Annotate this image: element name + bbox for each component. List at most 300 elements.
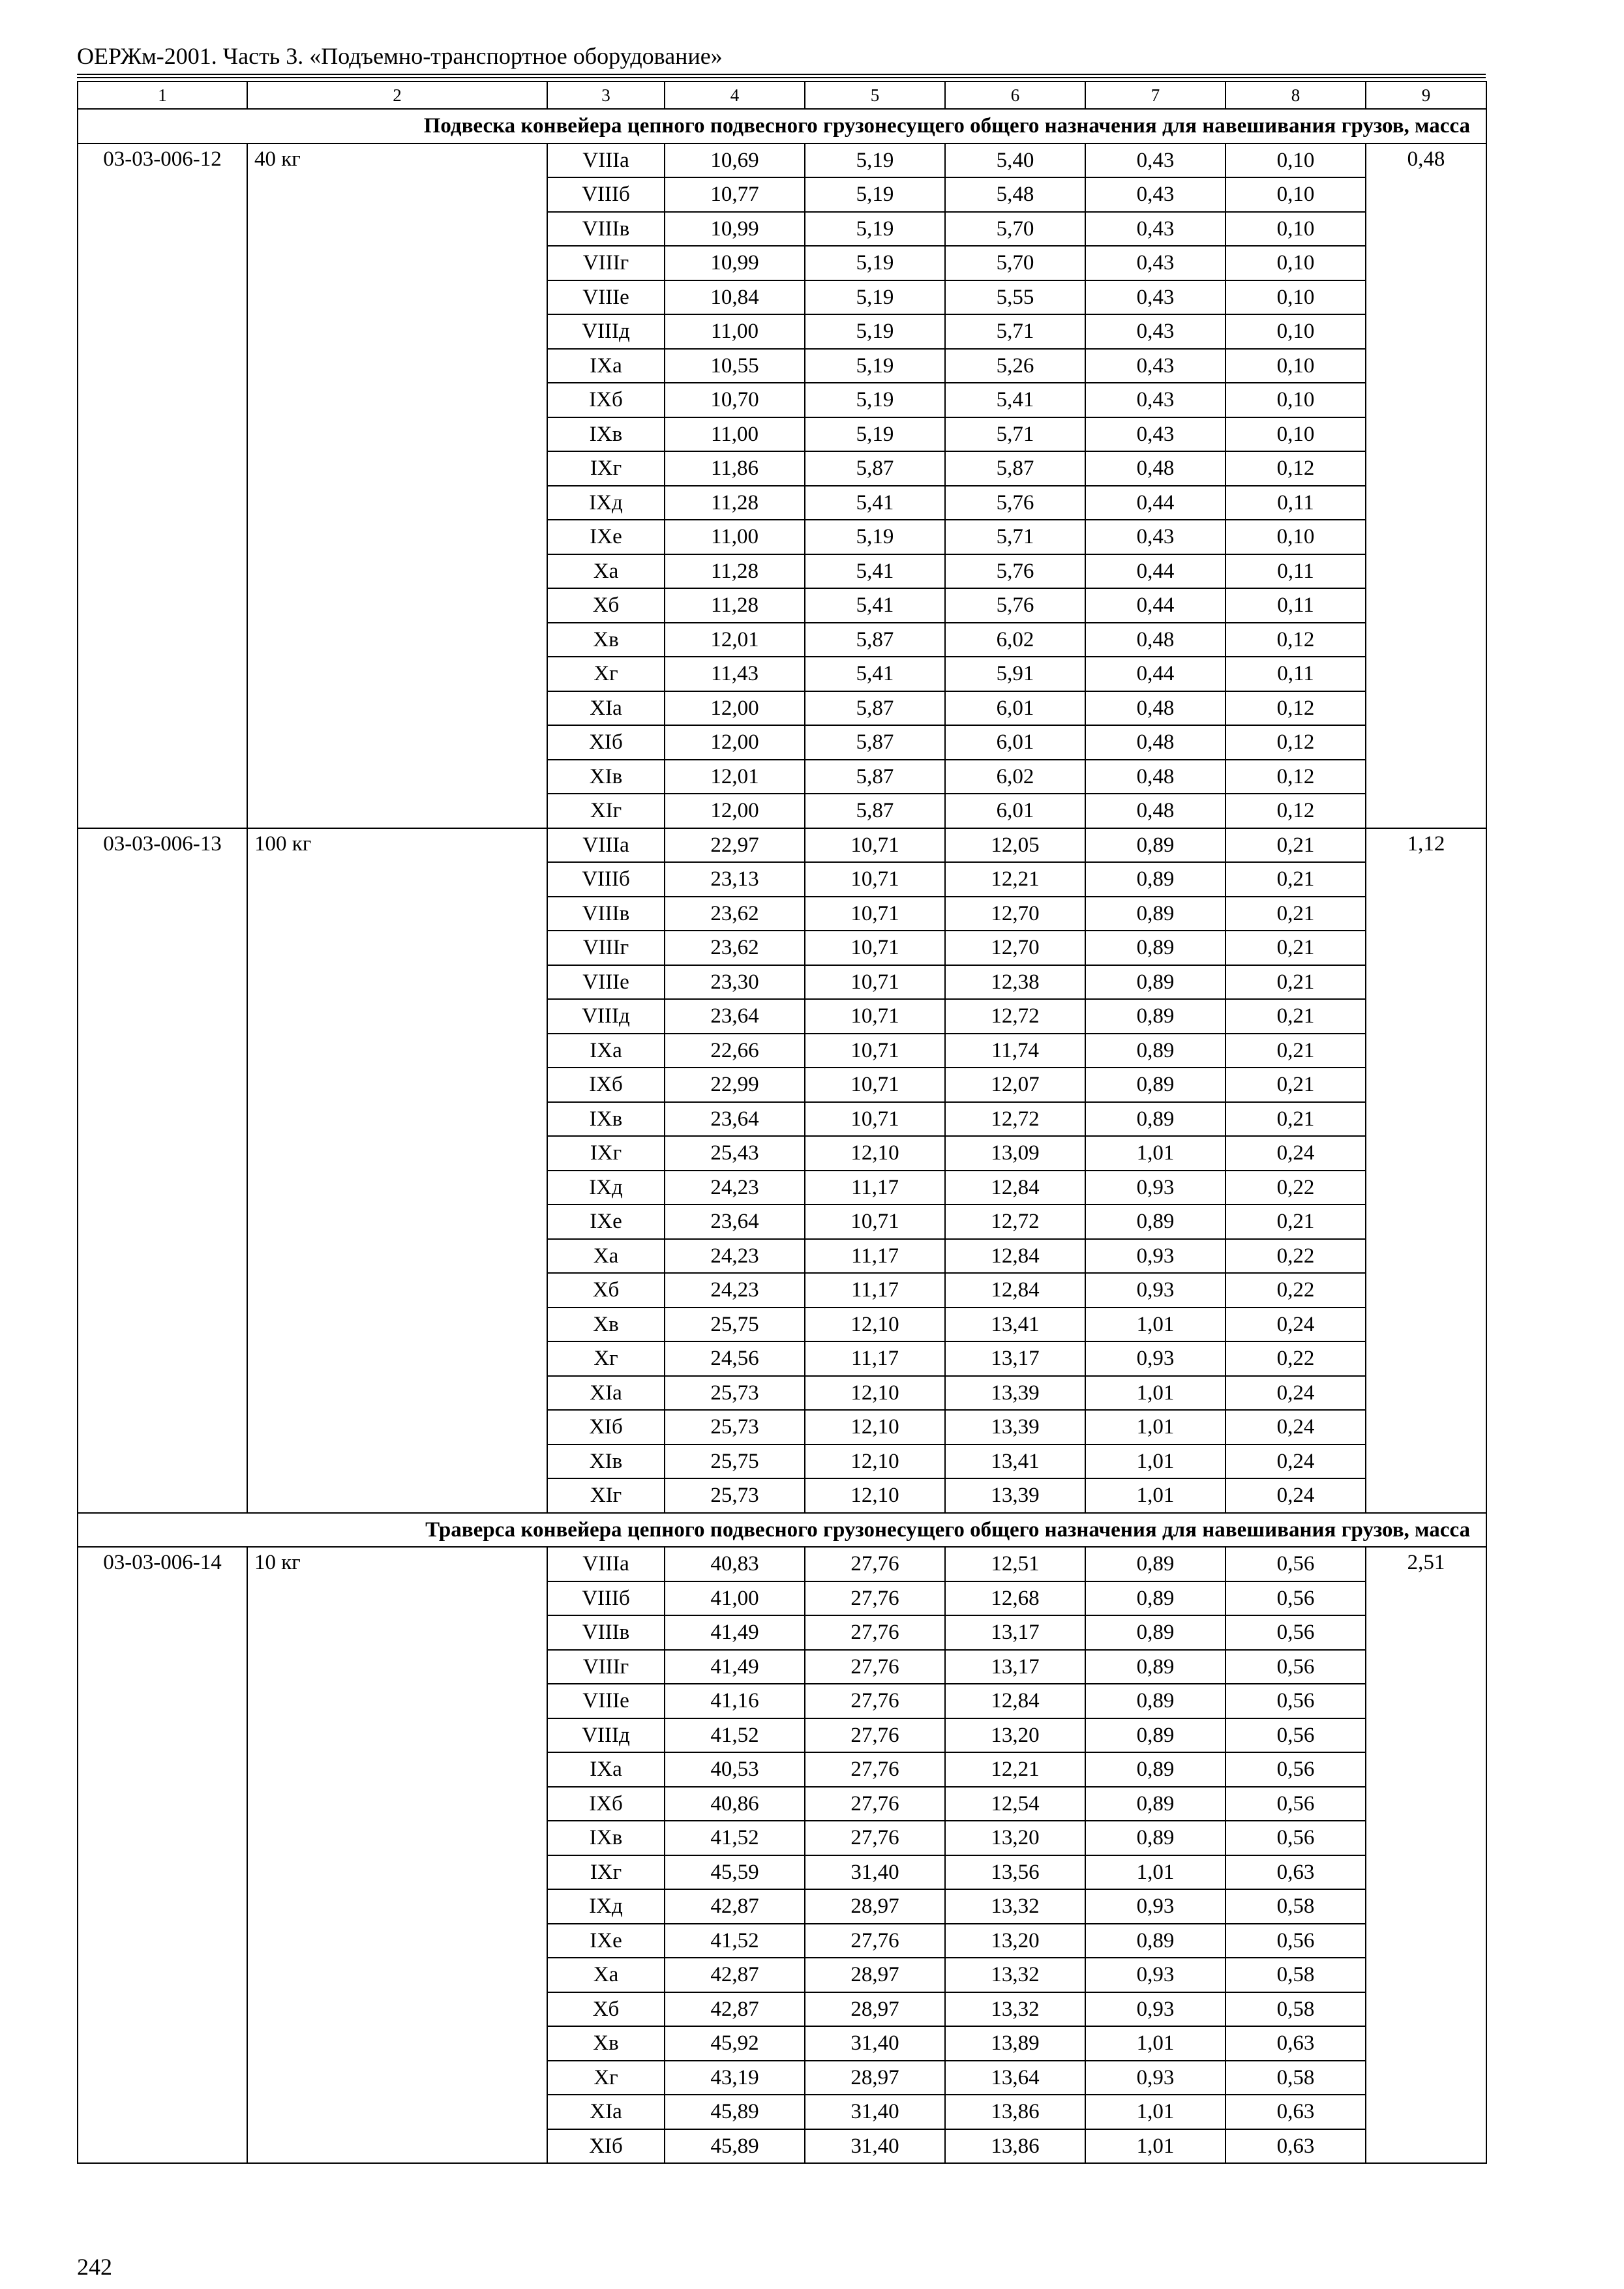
- machinist-wages-cell: 0,48: [1085, 794, 1226, 828]
- category-cell: IXа: [547, 1034, 665, 1068]
- wages-cell: 12,10: [805, 1410, 945, 1444]
- machines-cell: 12,84: [945, 1684, 1085, 1718]
- wages-cell: 31,40: [805, 2095, 945, 2129]
- cost-total-cell: 10,77: [665, 177, 805, 212]
- machinist-wages-cell: 0,93: [1085, 1341, 1226, 1376]
- cost-total-cell: 25,73: [665, 1410, 805, 1444]
- category-cell: VIIIа: [547, 1547, 665, 1581]
- machinist-wages-cell: 0,89: [1085, 1718, 1226, 1753]
- cost-total-cell: 11,00: [665, 417, 805, 452]
- materials-cell: 0,24: [1226, 1136, 1366, 1171]
- wages-cell: 12,10: [805, 1444, 945, 1479]
- machinist-wages-cell: 0,89: [1085, 1615, 1226, 1650]
- wages-cell: 5,41: [805, 588, 945, 623]
- section-header-row: [78, 1513, 1486, 1548]
- wages-cell: 27,76: [805, 1718, 945, 1753]
- wages-cell: 28,97: [805, 1958, 945, 1992]
- materials-cell: 0,21: [1226, 999, 1366, 1034]
- machines-cell: 12,38: [945, 965, 1085, 1000]
- cost-total-cell: 12,00: [665, 794, 805, 828]
- machinist-wages-cell: 0,44: [1085, 554, 1226, 589]
- equipment-mass-cell: 1,12: [1366, 828, 1486, 1513]
- category-cell: Xб: [547, 1273, 665, 1308]
- materials-cell: 0,56: [1226, 1615, 1366, 1650]
- materials-cell: 0,11: [1226, 554, 1366, 589]
- cost-total-cell: 25,73: [665, 1478, 805, 1513]
- category-cell: VIIIа: [547, 143, 665, 178]
- materials-cell: 0,58: [1226, 1889, 1366, 1924]
- category-cell: VIIIд: [547, 999, 665, 1034]
- category-cell: XIг: [547, 794, 665, 828]
- category-cell: Xг: [547, 657, 665, 691]
- column-number: 7: [1085, 82, 1226, 109]
- wages-cell: 12,10: [805, 1136, 945, 1171]
- wages-cell: 12,10: [805, 1376, 945, 1411]
- cost-total-cell: 41,52: [665, 1924, 805, 1958]
- machinist-wages-cell: 1,01: [1085, 2129, 1226, 2164]
- cost-total-cell: 10,99: [665, 212, 805, 247]
- machinist-wages-cell: 0,93: [1085, 1171, 1226, 1205]
- wages-cell: 5,41: [805, 486, 945, 520]
- machinist-wages-cell: 0,43: [1085, 520, 1226, 554]
- machinist-wages-cell: 1,01: [1085, 2095, 1226, 2129]
- machinist-wages-cell: 1,01: [1085, 1444, 1226, 1479]
- machines-cell: 13,39: [945, 1478, 1085, 1513]
- wages-cell: 5,19: [805, 349, 945, 383]
- materials-cell: 0,21: [1226, 862, 1366, 897]
- wages-cell: 31,40: [805, 1855, 945, 1890]
- machinist-wages-cell: 0,48: [1085, 725, 1226, 760]
- wages-cell: 11,17: [805, 1273, 945, 1308]
- wages-cell: 12,10: [805, 1308, 945, 1342]
- wages-cell: 27,76: [805, 1684, 945, 1718]
- wages-cell: 27,76: [805, 1615, 945, 1650]
- machines-cell: 5,70: [945, 212, 1085, 247]
- column-number: 2: [247, 82, 547, 109]
- column-number: 5: [805, 82, 945, 109]
- machinist-wages-cell: 0,89: [1085, 1752, 1226, 1787]
- wages-cell: 28,97: [805, 2061, 945, 2095]
- cost-total-cell: 11,00: [665, 520, 805, 554]
- materials-cell: 0,12: [1226, 451, 1366, 486]
- machines-cell: 13,86: [945, 2095, 1085, 2129]
- category-cell: XIб: [547, 1410, 665, 1444]
- category-cell: Xв: [547, 623, 665, 657]
- materials-cell: 0,56: [1226, 1718, 1366, 1753]
- category-cell: VIIIг: [547, 246, 665, 280]
- machinist-wages-cell: 0,93: [1085, 1958, 1226, 1992]
- materials-cell: 0,24: [1226, 1410, 1366, 1444]
- cost-total-cell: 40,83: [665, 1547, 805, 1581]
- category-cell: IXв: [547, 417, 665, 452]
- wages-cell: 11,17: [805, 1171, 945, 1205]
- machines-cell: 13,86: [945, 2129, 1085, 2164]
- machines-cell: 12,72: [945, 1102, 1085, 1137]
- machinist-wages-cell: 0,43: [1085, 246, 1226, 280]
- cost-total-cell: 45,89: [665, 2129, 805, 2164]
- category-cell: IXв: [547, 1821, 665, 1855]
- cost-total-cell: 24,23: [665, 1239, 805, 1274]
- category-cell: Xв: [547, 1308, 665, 1342]
- machines-cell: 12,84: [945, 1273, 1085, 1308]
- machinist-wages-cell: 0,43: [1085, 314, 1226, 349]
- materials-cell: 0,56: [1226, 1924, 1366, 1958]
- machines-cell: 13,41: [945, 1308, 1085, 1342]
- category-cell: IXб: [547, 1787, 665, 1821]
- wages-cell: 5,87: [805, 725, 945, 760]
- machinist-wages-cell: 0,43: [1085, 177, 1226, 212]
- wages-cell: 5,19: [805, 246, 945, 280]
- category-cell: XIг: [547, 1478, 665, 1513]
- wages-cell: 5,19: [805, 383, 945, 417]
- wages-cell: 11,17: [805, 1239, 945, 1274]
- wages-cell: 10,71: [805, 999, 945, 1034]
- category-cell: IXе: [547, 1204, 665, 1239]
- wages-cell: 5,87: [805, 794, 945, 828]
- machinist-wages-cell: 0,89: [1085, 1924, 1226, 1958]
- machinist-wages-cell: 0,89: [1085, 931, 1226, 965]
- materials-cell: 0,21: [1226, 828, 1366, 863]
- machines-cell: 13,32: [945, 1992, 1085, 2027]
- machinist-wages-cell: 1,01: [1085, 1136, 1226, 1171]
- wages-cell: 27,76: [805, 1547, 945, 1581]
- header-rule: [77, 77, 1486, 78]
- materials-cell: 0,10: [1226, 383, 1366, 417]
- wages-cell: 5,19: [805, 212, 945, 247]
- category-cell: IXв: [547, 1102, 665, 1137]
- cost-total-cell: 22,66: [665, 1034, 805, 1068]
- category-cell: VIIIд: [547, 1718, 665, 1753]
- wages-cell: 10,71: [805, 1068, 945, 1102]
- item-code: 03-03-006-13: [78, 828, 247, 1513]
- wages-cell: 5,19: [805, 143, 945, 178]
- machines-cell: 13,39: [945, 1376, 1085, 1411]
- machinist-wages-cell: 0,93: [1085, 1239, 1226, 1274]
- materials-cell: 0,21: [1226, 931, 1366, 965]
- section-title: Траверса конвейера цепного подвесного грузонесущего общего назначения для навешивания грузов, масса: [78, 1513, 1486, 1548]
- machines-cell: 12,54: [945, 1787, 1085, 1821]
- cost-total-cell: 23,62: [665, 897, 805, 931]
- cost-total-cell: 11,86: [665, 451, 805, 486]
- machines-cell: 12,70: [945, 931, 1085, 965]
- machines-cell: 13,64: [945, 2061, 1085, 2095]
- materials-cell: 0,56: [1226, 1821, 1366, 1855]
- materials-cell: 0,22: [1226, 1341, 1366, 1376]
- wages-cell: 31,40: [805, 2026, 945, 2061]
- cost-total-cell: 10,99: [665, 246, 805, 280]
- machinist-wages-cell: 0,89: [1085, 897, 1226, 931]
- category-cell: Xа: [547, 554, 665, 589]
- materials-cell: 0,22: [1226, 1239, 1366, 1274]
- cost-total-cell: 10,55: [665, 349, 805, 383]
- materials-cell: 0,10: [1226, 177, 1366, 212]
- cost-total-cell: 12,01: [665, 760, 805, 794]
- machines-cell: 5,76: [945, 486, 1085, 520]
- materials-cell: 0,58: [1226, 1958, 1366, 1992]
- materials-cell: 0,10: [1226, 246, 1366, 280]
- machines-cell: 5,71: [945, 417, 1085, 452]
- category-cell: IXб: [547, 1068, 665, 1102]
- machines-cell: 5,91: [945, 657, 1085, 691]
- cost-total-cell: 23,64: [665, 1204, 805, 1239]
- cost-total-cell: 45,89: [665, 2095, 805, 2129]
- item-code: 03-03-006-14: [78, 1547, 247, 2163]
- category-cell: Xг: [547, 2061, 665, 2095]
- machines-cell: 13,89: [945, 2026, 1085, 2061]
- column-number: 9: [1366, 82, 1486, 109]
- machines-cell: 13,56: [945, 1855, 1085, 1890]
- machines-cell: 5,26: [945, 349, 1085, 383]
- machines-cell: 5,40: [945, 143, 1085, 178]
- materials-cell: 0,11: [1226, 486, 1366, 520]
- wages-cell: 28,97: [805, 1889, 945, 1924]
- machinist-wages-cell: 0,89: [1085, 965, 1226, 1000]
- column-number: 6: [945, 82, 1085, 109]
- page-number: 242: [77, 2254, 112, 2280]
- item-code: 03-03-006-12: [78, 143, 247, 828]
- cost-total-cell: 11,28: [665, 554, 805, 589]
- machines-cell: 12,72: [945, 1204, 1085, 1239]
- cost-total-cell: 41,16: [665, 1684, 805, 1718]
- materials-cell: 0,10: [1226, 314, 1366, 349]
- wages-cell: 10,71: [805, 965, 945, 1000]
- materials-cell: 0,21: [1226, 965, 1366, 1000]
- category-cell: IXд: [547, 1889, 665, 1924]
- wages-cell: 10,71: [805, 931, 945, 965]
- machines-cell: 12,84: [945, 1171, 1085, 1205]
- cost-total-cell: 42,87: [665, 1889, 805, 1924]
- materials-cell: 0,21: [1226, 1102, 1366, 1137]
- cost-total-cell: 11,00: [665, 314, 805, 349]
- section-title: Подвеска конвейера цепного подвесного грузонесущего общего назначения для навешивания грузов, масса: [78, 109, 1486, 143]
- cost-total-cell: 10,69: [665, 143, 805, 178]
- machinist-wages-cell: 0,43: [1085, 349, 1226, 383]
- category-cell: IXа: [547, 1752, 665, 1787]
- machinist-wages-cell: 0,43: [1085, 143, 1226, 178]
- machinist-wages-cell: 0,89: [1085, 1821, 1226, 1855]
- category-cell: Xг: [547, 1341, 665, 1376]
- machines-cell: 12,05: [945, 828, 1085, 863]
- materials-cell: 0,56: [1226, 1581, 1366, 1616]
- category-cell: Xа: [547, 1239, 665, 1274]
- machines-cell: 5,76: [945, 554, 1085, 589]
- category-cell: IXг: [547, 1855, 665, 1890]
- machinist-wages-cell: 0,89: [1085, 862, 1226, 897]
- cost-total-cell: 25,75: [665, 1308, 805, 1342]
- machines-cell: 5,71: [945, 314, 1085, 349]
- materials-cell: 0,10: [1226, 520, 1366, 554]
- machinist-wages-cell: 1,01: [1085, 1855, 1226, 1890]
- wages-cell: 10,71: [805, 1102, 945, 1137]
- machines-cell: 5,87: [945, 451, 1085, 486]
- table-row: [78, 1547, 1486, 1581]
- wages-cell: 27,76: [805, 1650, 945, 1684]
- machines-cell: 5,48: [945, 177, 1085, 212]
- materials-cell: 0,10: [1226, 417, 1366, 452]
- column-number-row: [78, 82, 1486, 109]
- category-cell: IXд: [547, 486, 665, 520]
- wages-cell: 27,76: [805, 1821, 945, 1855]
- cost-total-cell: 23,64: [665, 1102, 805, 1137]
- cost-total-cell: 42,87: [665, 1958, 805, 1992]
- materials-cell: 0,10: [1226, 280, 1366, 315]
- machinist-wages-cell: 0,43: [1085, 383, 1226, 417]
- cost-total-cell: 40,86: [665, 1787, 805, 1821]
- wages-cell: 5,19: [805, 417, 945, 452]
- wages-cell: 10,71: [805, 1204, 945, 1239]
- materials-cell: 0,24: [1226, 1478, 1366, 1513]
- category-cell: IXг: [547, 1136, 665, 1171]
- cost-total-cell: 41,00: [665, 1581, 805, 1616]
- machinist-wages-cell: 0,43: [1085, 280, 1226, 315]
- machines-cell: 13,17: [945, 1615, 1085, 1650]
- column-number: 4: [665, 82, 805, 109]
- machinist-wages-cell: 1,01: [1085, 1308, 1226, 1342]
- category-cell: VIIIд: [547, 314, 665, 349]
- item-name: 10 кг: [247, 1547, 547, 2163]
- wages-cell: 27,76: [805, 1787, 945, 1821]
- category-cell: XIб: [547, 2129, 665, 2164]
- category-cell: VIIIб: [547, 177, 665, 212]
- cost-total-cell: 23,64: [665, 999, 805, 1034]
- category-cell: VIIIб: [547, 1581, 665, 1616]
- machinist-wages-cell: 0,89: [1085, 828, 1226, 863]
- machines-cell: 5,71: [945, 520, 1085, 554]
- materials-cell: 0,12: [1226, 623, 1366, 657]
- category-cell: IXе: [547, 1924, 665, 1958]
- machines-cell: 13,20: [945, 1821, 1085, 1855]
- machines-cell: 13,32: [945, 1958, 1085, 1992]
- machinist-wages-cell: 0,93: [1085, 1889, 1226, 1924]
- machinist-wages-cell: 0,48: [1085, 691, 1226, 726]
- materials-cell: 0,21: [1226, 1068, 1366, 1102]
- category-cell: Xв: [547, 2026, 665, 2061]
- machinist-wages-cell: 0,48: [1085, 623, 1226, 657]
- machinist-wages-cell: 0,89: [1085, 1034, 1226, 1068]
- cost-total-cell: 43,19: [665, 2061, 805, 2095]
- materials-cell: 0,22: [1226, 1273, 1366, 1308]
- wages-cell: 10,71: [805, 1034, 945, 1068]
- category-cell: Xб: [547, 588, 665, 623]
- page-header: ОЕРЖм-2001. Часть 3. «Подъемно-транспортное оборудование»: [77, 43, 723, 69]
- cost-total-cell: 12,01: [665, 623, 805, 657]
- machines-cell: 6,02: [945, 623, 1085, 657]
- cost-total-cell: 11,28: [665, 588, 805, 623]
- materials-cell: 0,24: [1226, 1444, 1366, 1479]
- category-cell: XIв: [547, 1444, 665, 1479]
- materials-cell: 0,63: [1226, 2129, 1366, 2164]
- item-name: 40 кг: [247, 143, 547, 828]
- equipment-mass-cell: 2,51: [1366, 1547, 1486, 2163]
- machines-cell: 5,70: [945, 246, 1085, 280]
- equipment-mass-cell: 0,48: [1366, 143, 1486, 828]
- category-cell: XIв: [547, 760, 665, 794]
- materials-cell: 0,12: [1226, 691, 1366, 726]
- wages-cell: 5,87: [805, 451, 945, 486]
- category-cell: XIа: [547, 1376, 665, 1411]
- item-name: 100 кг: [247, 828, 547, 1513]
- section-header-row: [78, 109, 1486, 143]
- machines-cell: 12,68: [945, 1581, 1085, 1616]
- machines-cell: 12,51: [945, 1547, 1085, 1581]
- materials-cell: 0,10: [1226, 349, 1366, 383]
- wages-cell: 11,17: [805, 1341, 945, 1376]
- machinist-wages-cell: 0,93: [1085, 2061, 1226, 2095]
- machines-cell: 13,17: [945, 1650, 1085, 1684]
- cost-total-cell: 40,53: [665, 1752, 805, 1787]
- materials-cell: 0,21: [1226, 1034, 1366, 1068]
- machinist-wages-cell: 1,01: [1085, 1376, 1226, 1411]
- materials-cell: 0,56: [1226, 1684, 1366, 1718]
- machines-cell: 12,72: [945, 999, 1085, 1034]
- machines-cell: 13,17: [945, 1341, 1085, 1376]
- materials-cell: 0,12: [1226, 794, 1366, 828]
- machines-cell: 11,74: [945, 1034, 1085, 1068]
- cost-total-cell: 22,99: [665, 1068, 805, 1102]
- category-cell: IXд: [547, 1171, 665, 1205]
- category-cell: IXе: [547, 520, 665, 554]
- machinist-wages-cell: 0,44: [1085, 486, 1226, 520]
- materials-cell: 0,11: [1226, 657, 1366, 691]
- machinist-wages-cell: 0,89: [1085, 1581, 1226, 1616]
- materials-cell: 0,22: [1226, 1171, 1366, 1205]
- materials-cell: 0,24: [1226, 1308, 1366, 1342]
- machinist-wages-cell: 1,01: [1085, 1410, 1226, 1444]
- column-number: 1: [78, 82, 247, 109]
- cost-total-cell: 41,52: [665, 1718, 805, 1753]
- machines-cell: 12,84: [945, 1239, 1085, 1274]
- machines-cell: 5,55: [945, 280, 1085, 315]
- category-cell: Xа: [547, 1958, 665, 1992]
- cost-total-cell: 41,49: [665, 1650, 805, 1684]
- machinist-wages-cell: 0,89: [1085, 1102, 1226, 1137]
- cost-total-cell: 41,49: [665, 1615, 805, 1650]
- machines-cell: 13,20: [945, 1718, 1085, 1753]
- materials-cell: 0,58: [1226, 1992, 1366, 2027]
- materials-cell: 0,21: [1226, 1204, 1366, 1239]
- wages-cell: 10,71: [805, 897, 945, 931]
- materials-cell: 0,63: [1226, 2026, 1366, 2061]
- category-cell: VIIIв: [547, 897, 665, 931]
- materials-cell: 0,10: [1226, 212, 1366, 247]
- cost-total-cell: 11,43: [665, 657, 805, 691]
- category-cell: XIб: [547, 725, 665, 760]
- machinist-wages-cell: 1,01: [1085, 1478, 1226, 1513]
- machines-cell: 6,01: [945, 691, 1085, 726]
- cost-total-cell: 24,23: [665, 1171, 805, 1205]
- wages-cell: 5,41: [805, 657, 945, 691]
- machinist-wages-cell: 0,89: [1085, 1684, 1226, 1718]
- materials-cell: 0,56: [1226, 1752, 1366, 1787]
- category-cell: IXб: [547, 383, 665, 417]
- wages-cell: 10,71: [805, 862, 945, 897]
- machinist-wages-cell: 0,44: [1085, 588, 1226, 623]
- materials-cell: 0,21: [1226, 897, 1366, 931]
- wages-cell: 5,19: [805, 177, 945, 212]
- cost-total-cell: 25,73: [665, 1376, 805, 1411]
- wages-cell: 27,76: [805, 1924, 945, 1958]
- machines-cell: 12,21: [945, 862, 1085, 897]
- materials-cell: 0,24: [1226, 1376, 1366, 1411]
- machines-cell: 13,39: [945, 1410, 1085, 1444]
- machines-cell: 5,41: [945, 383, 1085, 417]
- machines-cell: 6,01: [945, 725, 1085, 760]
- wages-cell: 5,41: [805, 554, 945, 589]
- machines-cell: 12,70: [945, 897, 1085, 931]
- category-cell: VIIIг: [547, 1650, 665, 1684]
- category-cell: VIIIе: [547, 965, 665, 1000]
- materials-cell: 0,12: [1226, 725, 1366, 760]
